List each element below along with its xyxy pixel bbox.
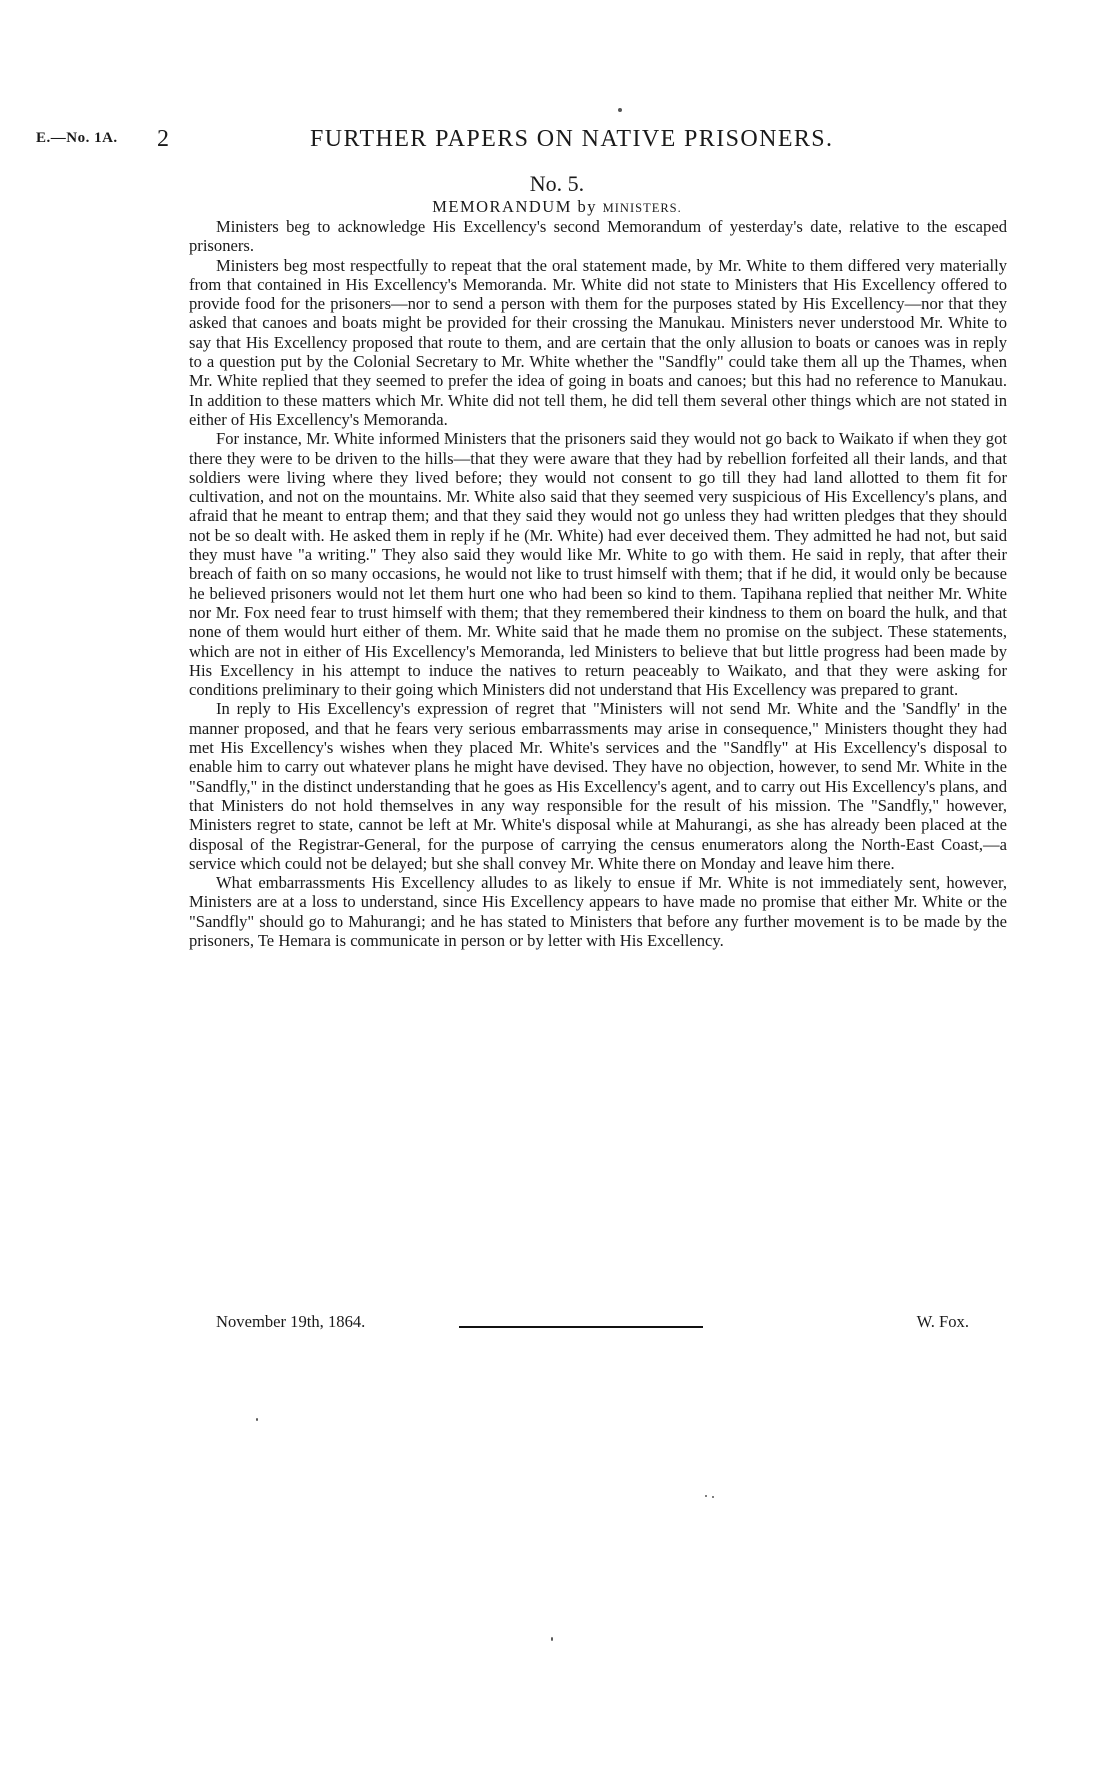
- paragraph: What embarrassments His Excellency alludes to as likely to ensue if Mr. White is not immediately sent, however, Ministers are at a loss to understand, since His Excellency appears to have made no promise that either Mr. White or the "Sandfly" should go to Mahurangi; and he has stated to Ministers that before any further movement is to be made by the prisoners, Te Hemara is communicate in person or by letter with His Excellency.: [189, 873, 1007, 950]
- memorandum-heading: [0, 197, 1114, 217]
- scan-speck: [712, 1496, 714, 1498]
- closing-rule: [459, 1326, 703, 1328]
- document-reference: E.—No. 1A.: [36, 130, 118, 146]
- running-title: FURTHER PAPERS ON NATIVE PRISONERS.: [310, 126, 834, 152]
- scan-speck: [551, 1637, 553, 1641]
- paragraph: Ministers beg to acknowledge His Excellency's second Memorandum of yesterday's date, relative to the escaped prisoners.: [189, 217, 1007, 256]
- heading-author: MINISTERS.: [602, 201, 682, 215]
- heading-by: by: [577, 197, 598, 216]
- heading-title: MEMORANDUM: [432, 197, 572, 216]
- paragraph: In reply to His Excellency's expression of regret that "Ministers will not send Mr. White and the 'Sandfly' in the manner proposed, and that he fears very serious embarrassments may arise in consequence," Ministers thought they had met His Excellency's wishes when they placed Mr. White's services and the "Sandfly" at His Excellency's disposal to enable him to carry out whatever plans he might have devised. They have no objection, however, to send Mr. White in the "Sandfly," in the distinct understanding that he goes as His Excellency's agent, and to carry out His Excellency's plans, and that Ministers do not hold themselves in any way responsible for the result of his mission. The "Sandfly," however, Ministers regret to state, cannot be left at Mr. White's disposal while at Mahurangi, as she has already been placed at the disposal of the Registrar-General, for the purpose of carrying the census enumerators along the North-East Coast,—a service which could not be delayed; but she shall convey Mr. White there on Monday and leave him there.: [189, 699, 1007, 873]
- scan-speck: [705, 1495, 707, 1497]
- paragraph: For instance, Mr. White informed Ministers that the prisoners said they would not go back to Waikato if when they got there they were to be driven to the hills—that they were aware that they had by rebellion forfeited all their lands, and that soldiers were living where they lived before; they would not consent to go till they had land allotted to them fit for cultivation, and not on the mountains. Mr. White also said that they seemed very suspicious of His Excellency's plans, and afraid that he meant to entrap them; and that they said they would not go unless they had written pledges that they should not be so dealt with. He asked them in reply if he (Mr. White) had ever deceived them. They admitted he had not, but said they must have "a writing." They also said they would like Mr. White to go with them. He said in reply, that after their breach of faith on so many occasions, he would not like to trust himself with them; that if he did, it would only be because he believed prisoners would not let them hurt one who had been so kind to them. Tapihana replied that neither Mr. White nor Mr. Fox need fear to trust himself with them; that they remembered their kindness to them on board the hulk, and that none of them would hurt either of them. Mr. White said that he made them no promise on the subject. These statements, which are not in either of His Excellency's Memoranda, led Ministers to believe that but little progress had been made by His Excellency in his attempt to induce the natives to return peaceably to Waikato, and that they were asking for conditions preliminary to their going which Ministers did not understand that His Excellency was prepared to grant.: [189, 429, 1007, 700]
- page-header: [36, 126, 1046, 156]
- memorandum-body: [189, 217, 1007, 950]
- page-number: 2: [157, 126, 169, 152]
- paragraph: Ministers beg most respectfully to repeat that the oral statement made, by Mr. White to them differed very materially from that contained in His Excellency's Memoranda. Mr. White did not state to Ministers that His Excellency offered to provide food for the prisoners—nor to send a person with them for the purposes stated by His Excellency—nor that they asked that canoes and boats might be provided for their crossing the Manukau. Ministers never understood Mr. White to say that His Excellency proposed that route to them, and are certain that the only allusion to boats or canoes was in reply to a question put by the Colonial Secretary to Mr. White whether the "Sandfly" could take them all up the Thames, when Mr. White replied that they seemed to prefer the idea of going in boats and canoes; but this had no reference to Manukau. In addition to these matters which Mr. White did not tell them, he did tell them several other things which are not stated in either of His Excellency's Memoranda.: [189, 255, 1007, 429]
- memorandum-date: November 19th, 1864.: [216, 1312, 366, 1331]
- document-number: No. 5.: [529, 171, 585, 196]
- signature: W. Fox.: [916, 1312, 969, 1331]
- scan-speck: [256, 1418, 258, 1421]
- scan-speck: [618, 108, 622, 112]
- signoff-line: [189, 1312, 1007, 1334]
